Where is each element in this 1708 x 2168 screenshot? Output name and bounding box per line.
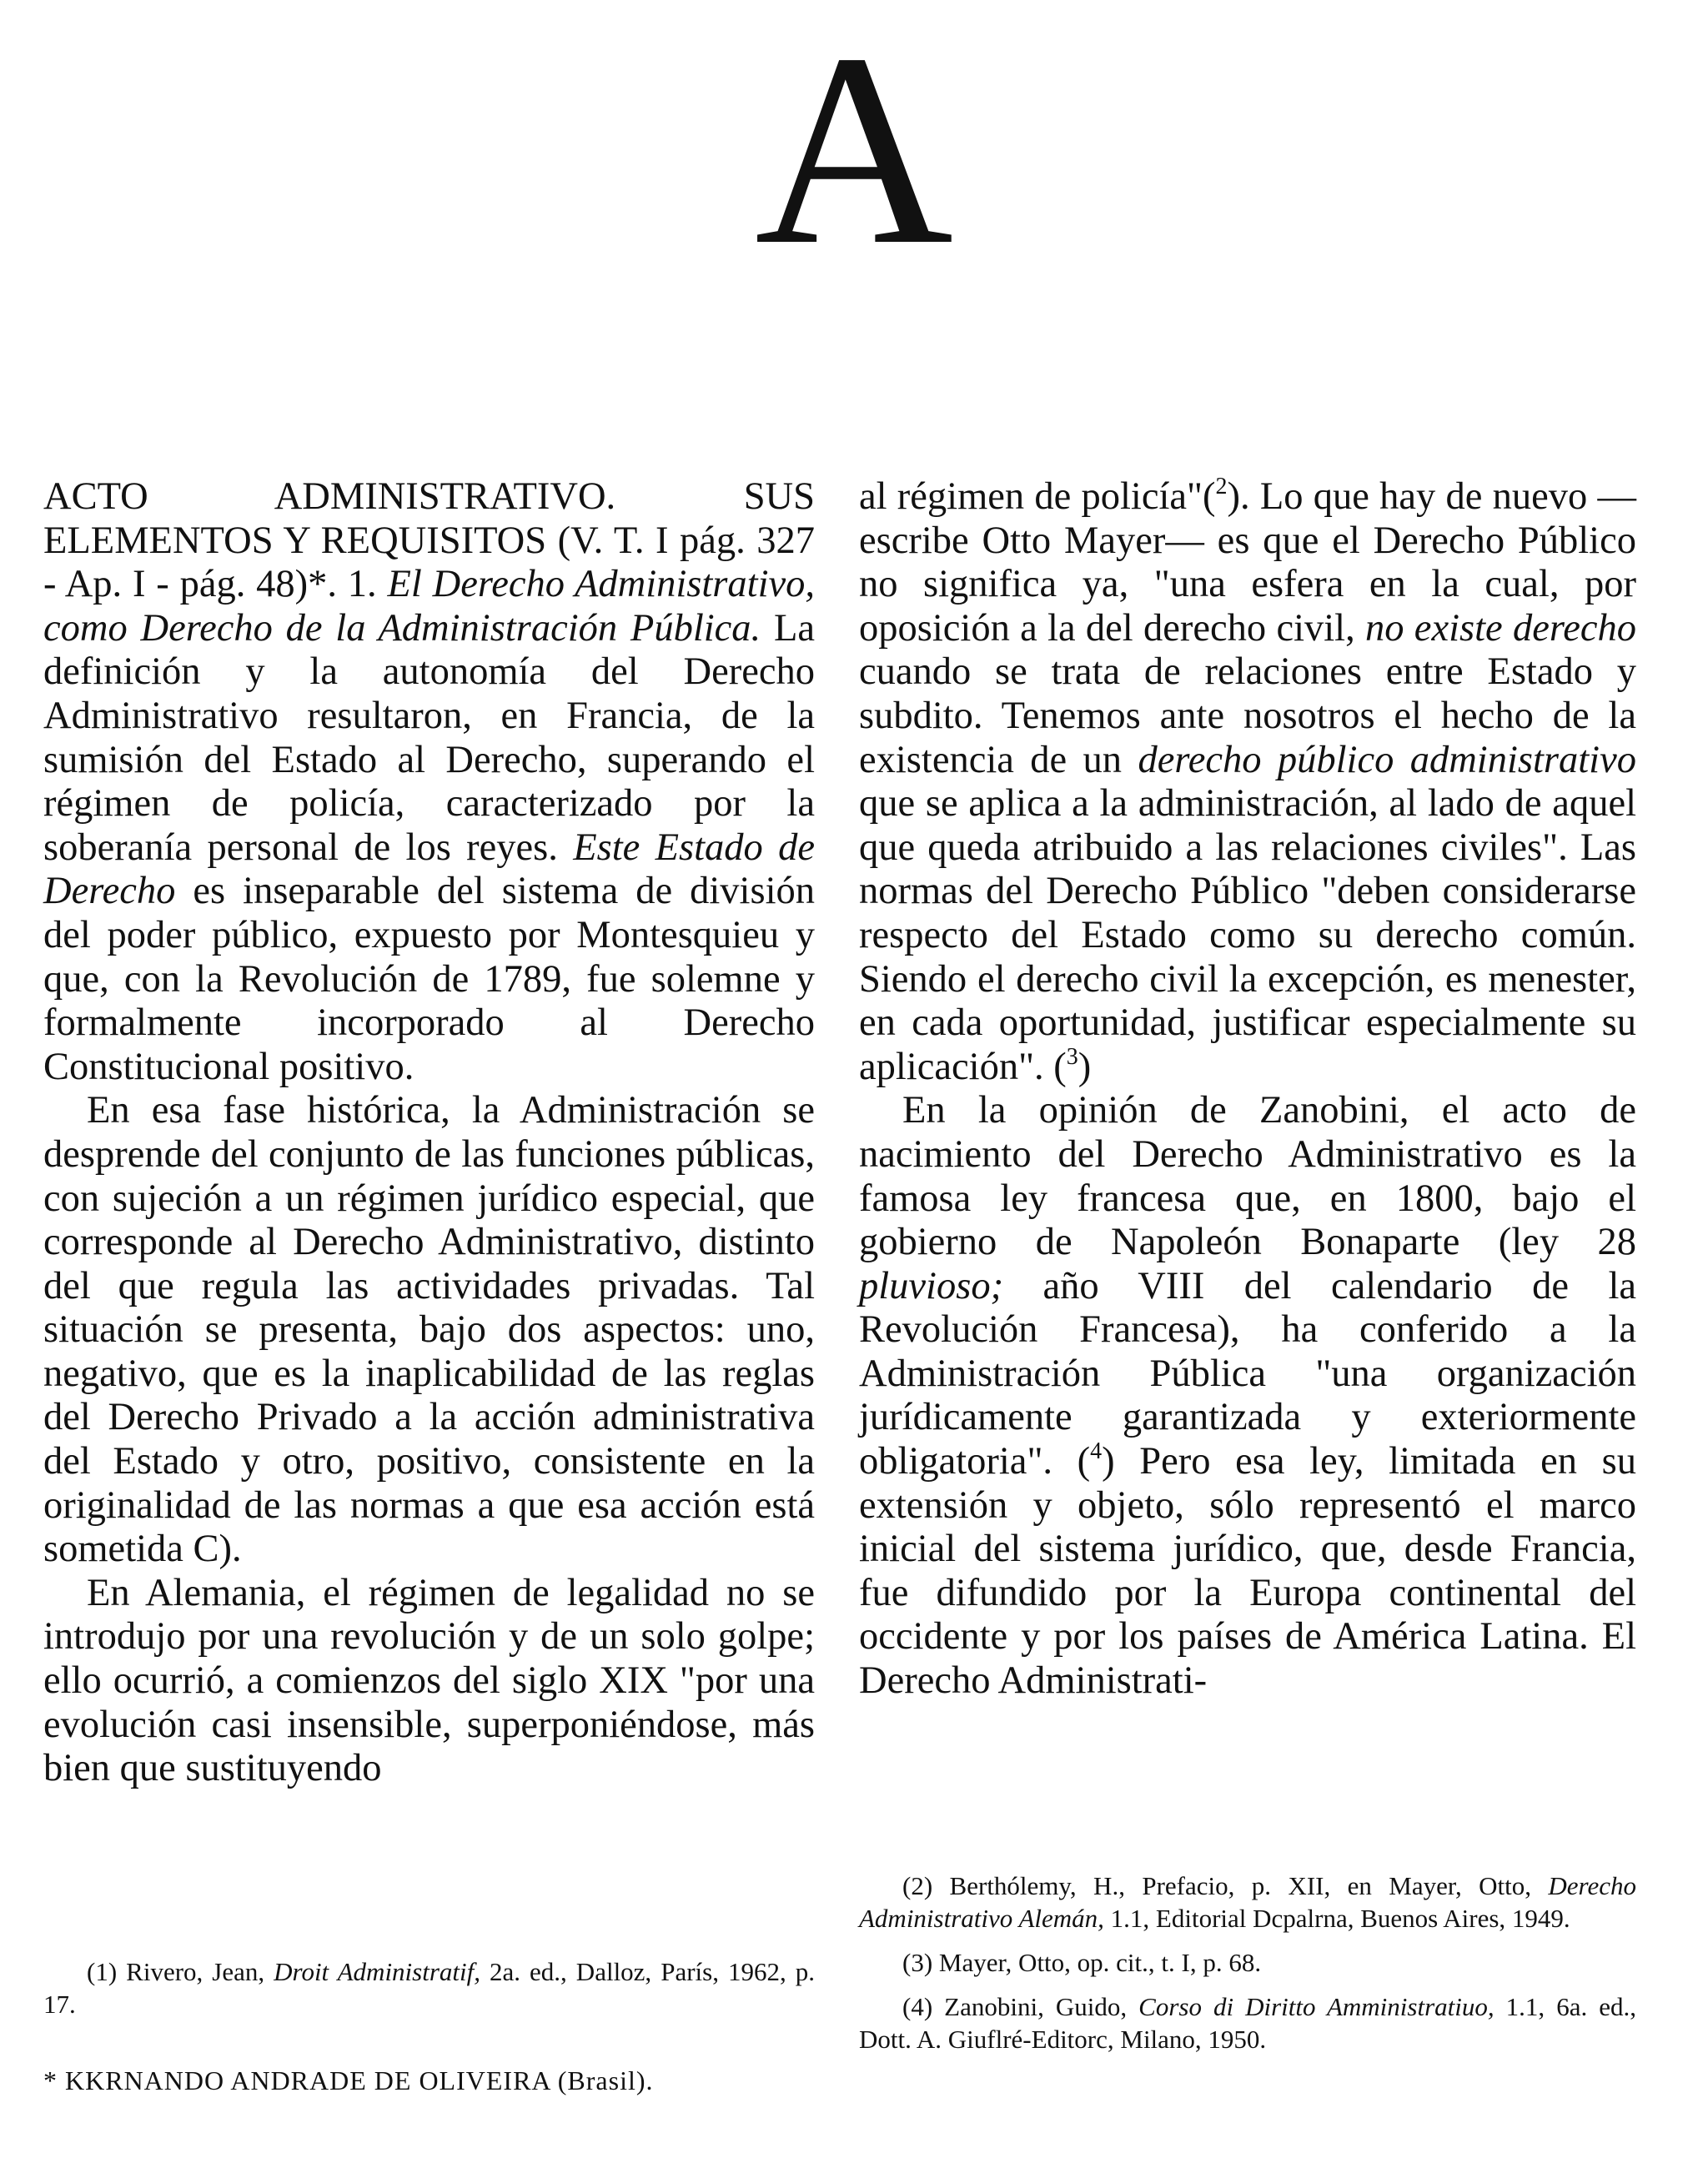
footnote-1 [43,1955,815,2020]
italic-text: Droit Administratif, [274,1957,480,1986]
text-run: cuando se trata de relaciones entre Estado y subdito. Tenemos ante nosotros el hecho de la existencia de un [859,650,1636,781]
text-run: (1) Rivero, Jean, [87,1957,274,1986]
right-column [859,475,1636,1704]
text-run: 1.1, 6a. ed., Dott. A. Giuflré-Editorc, Milano, 1950. [859,1992,1636,2054]
paragraph [859,475,1636,1089]
left-column [43,475,815,1791]
italic-text: no existe derecho [1365,606,1636,650]
paragraph [43,475,815,1089]
italic-text: El Derecho Administrativo, como Derecho de la Administración Pública. [43,563,816,650]
footnote-3: (3) Mayer, Otto, op. cit., t. I, p. 68. [902,1948,1262,1977]
footnote-ref: 2 [1215,474,1228,499]
paragraph: En esa fase histórica, la Administración se desprende del conjunto de las funciones públicas, con sujeción a un régimen jurídico especial, que corresponde al Derecho Administrativo, distinto del que regula las actividades privadas. Tal situación se presenta, bajo dos aspectos: uno, negativo, que es la inaplicabilidad de las reglas del Derecho Privado a la acción administrativa del Estado y otro, positivo, consistente en la originalidad de las normas a que esa acción está sometida C). [43,1089,815,1571]
paragraph: En Alemania, el régimen de legalidad no se introdujo por una revolución y de un solo golpe; ello ocurrió, a comienzos del siglo XIX "por una evolución casi insensible, superponiéndose, más bien que sustituyendo [43,1571,815,1790]
text-run: ) [1078,1045,1092,1088]
text-run: 2a. ed., Dalloz, París, 1962, p. 17. [43,1957,815,2019]
italic-text: Este Estado de Derecho [43,826,815,913]
footnote-ref: 4 [1090,1438,1103,1465]
footnotes-left [43,1955,815,2032]
italic-text: pluvioso; [859,1264,1004,1307]
author-note: * KKRNANDO ANDRADE DE OLIVEIRA (Brasil). [43,2065,654,2095]
footnote-2 [859,1869,1636,1935]
text-run: ACTO ADMINISTRATIVO. SUS ELEMENTOS Y REQUISITOS (V. T. I pág. 327 - Ap. I - pág. 48)*. 1. [43,475,815,606]
italic-text: Derecho Administrativo Alemán, [859,1871,1636,1933]
text-run: 1.1, Editorial Dcpalrna, Buenos Aires, 1949. [1103,1904,1570,1933]
italic-text: derecho público administrativo [1138,738,1636,781]
text-run: ) Pero esa ley, limitada en su extensión y objeto, sólo representó el marco inicial del sistema jurídico, que, desde Francia, fue difundido por la Europa continental del occidente y por los países de América Latina. El Derecho Administrati- [859,1440,1636,1703]
text-run: (2) Berthólemy, H., Prefacio, p. XII, en Mayer, Otto, [902,1871,1549,1900]
text-run: al régimen de policía"( [859,475,1216,518]
text-run: año VIII del calendario de la Revolución Francesa), ha conferido a la Administración Pública "una organización jurídicamente garantizada y exteriormente obligatoria". ( [859,1264,1636,1483]
text-run: En la opinión de Zanobini, el acto de nacimiento del Derecho Administrativo es la famosa ley francesa que, en 1800, bajo el gobierno de Napoleón Bonaparte (ley 28 [859,1089,1636,1264]
text-run: que se aplica a la administración, al lado de aquel que queda atribuido a las relaciones civiles". Las normas del Derecho Público "deben considerarse respecto del Estado como su derecho común. Siendo el derecho civil la excepción, es menester, en cada oportunidad, justificar especialmente su aplicación". ( [859,782,1636,1088]
section-letter-heading: A [754,0,954,302]
text-run: (4) Zanobini, Guido, [902,1992,1139,2021]
text-run: ). Lo que hay de nuevo —escribe Otto Mayer— es que el Derecho Público no significa ya, "una esfera en la cual, por oposición a la del derecho civil, [859,475,1636,650]
footnotes-right [859,1869,1636,2067]
text-run: La definición y la autonomía del Derecho Administrativo resultaron, en Francia, de la sumisión del Estado al Derecho, superando el régimen de policía, caracterizado por la soberanía personal de los reyes. [43,606,815,869]
paragraph [859,1089,1636,1703]
footnote-4 [859,1990,1636,2055]
text-run: es inseparable del sistema de división del poder público, expuesto por Montesquieu y que, con la Revolución de 1789, fue solemne y formalmente incorporado al Derecho Constitucional positivo. [43,870,815,1088]
footnote-ref: 3 [1066,1043,1078,1070]
italic-text: Corso di Diritto Amministratiuo, [1138,1992,1494,2021]
